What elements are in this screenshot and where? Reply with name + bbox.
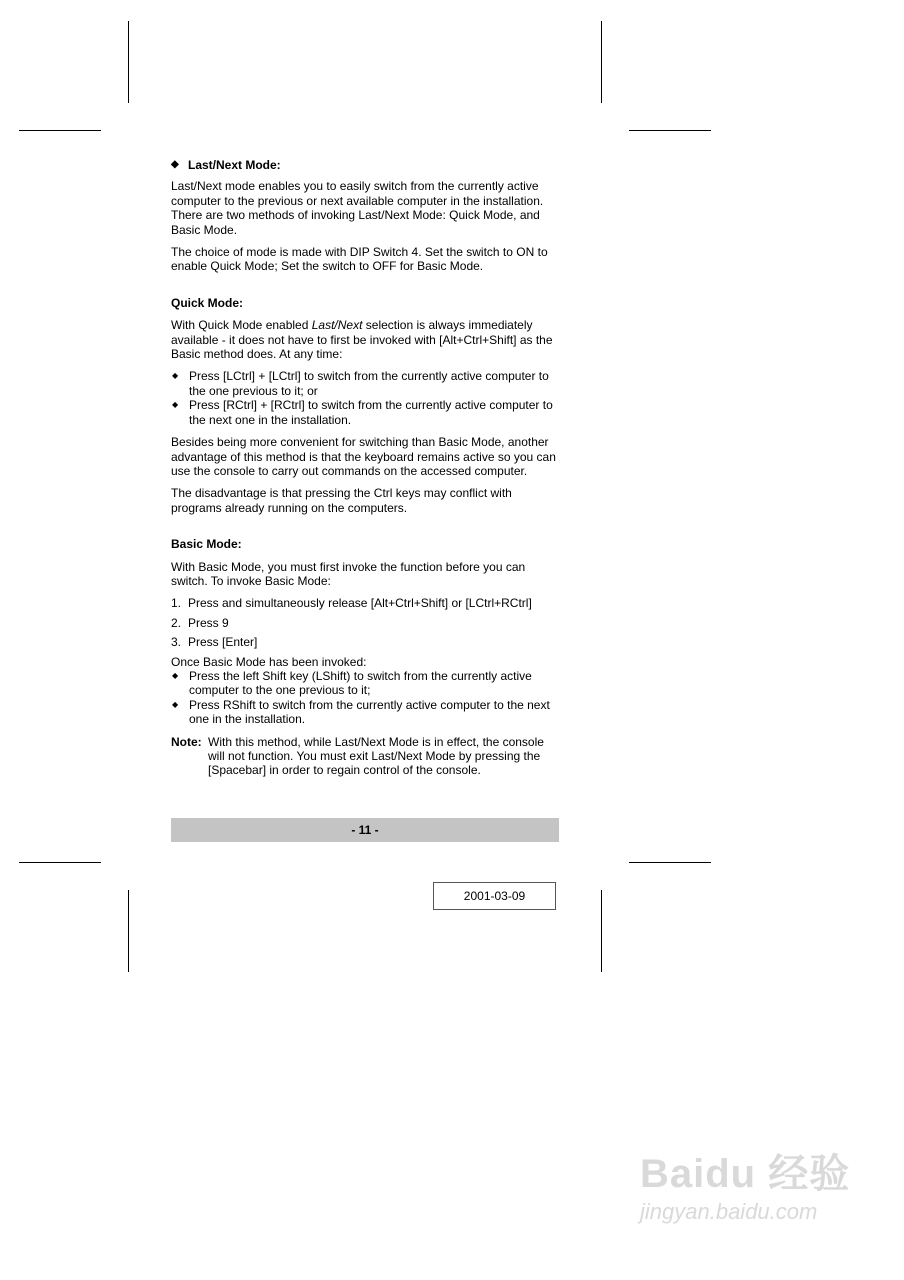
crop-mark-bottom-right-horizontal <box>629 862 711 863</box>
note-text: With this method, while Last/Next Mode is in effect, the console will not function. You must exit Last/Next Mode by pressing the [Spacebar] in order to regain control of the console. <box>208 734 544 778</box>
crop-mark-top-right-vertical <box>601 21 602 103</box>
date-box <box>433 882 556 910</box>
list-item-text: Press [LCtrl] + [LCtrl] to switch from the currently active computer to the one previous to it; or <box>189 369 549 398</box>
small-diamond-icon: ◆ <box>172 699 179 709</box>
quick-mode-advantage: Besides being more convenient for switching than Basic Mode, another advantage of this method is that the keyboard remains active so you can use the console to carry out commands on the accessed computer. <box>171 435 556 478</box>
section-heading-text: Last/Next Mode: <box>188 158 281 172</box>
quick-intro-text: With Quick Mode enabled <box>171 318 312 333</box>
quick-mode-disadvantage: The disadvantage is that pressing the Ctrl keys may conflict with programs already running on the computers. <box>171 486 512 515</box>
watermark-url: jingyan.baidu.com <box>640 1199 818 1224</box>
step-text: Press [Enter] <box>188 635 258 650</box>
note <box>171 735 559 778</box>
diamond-icon: ◆ <box>171 159 179 170</box>
list-item-text: Press RShift to switch from the currently active computer to the next one in the installation. <box>189 697 550 727</box>
list-item <box>171 398 559 427</box>
quick-mode-heading: Quick Mode: <box>171 295 244 310</box>
page-number: - 11 - <box>351 823 379 837</box>
section-heading <box>171 158 559 172</box>
crop-mark-top-left-vertical <box>128 21 129 103</box>
crop-mark-top-left-horizontal <box>19 130 101 131</box>
crop-mark-bottom-left-horizontal <box>19 862 101 863</box>
list-item <box>171 369 559 398</box>
watermark <box>640 1150 860 1250</box>
step-number: 2. <box>171 615 182 630</box>
list-item <box>171 698 559 727</box>
step-item <box>171 596 559 610</box>
basic-mode-list <box>171 669 559 727</box>
list-item-text: Press the left Shift key (LShift) to switch from the currently active computer to the one previous to it; <box>189 668 532 698</box>
crop-mark-top-right-horizontal <box>629 130 711 131</box>
step-item <box>171 616 559 630</box>
section-intro: Last/Next mode enables you to easily switch from the currently active computer to the previous or next available computer in the installation. There are two methods of invoking Last/Next Mode: Quick Mode, and Basic Mode. <box>171 179 544 237</box>
basic-mode-invoked: Once Basic Mode has been invoked: <box>171 654 367 669</box>
date-text: 2001-03-09 <box>463 889 526 903</box>
quick-intro-text-rest: selection is always immediately available - it does not have to first be invoked with [Alt+Ctrl+Shift] as the Basic method does. At any time: <box>171 318 553 362</box>
note-label: Note: <box>171 734 202 749</box>
basic-mode-intro: With Basic Mode, you must first invoke the function before you can switch. To invoke Basic Mode: <box>171 559 526 588</box>
quick-mode-list <box>171 369 559 427</box>
step-item <box>171 635 559 649</box>
crop-mark-bottom-left-vertical <box>128 890 129 972</box>
step-number: 3. <box>171 635 182 650</box>
small-diamond-icon: ◆ <box>172 400 179 410</box>
crop-mark-bottom-right-vertical <box>601 890 602 972</box>
page-number-bar <box>171 818 559 842</box>
basic-mode-heading: Basic Mode: <box>171 537 242 552</box>
list-item <box>171 669 559 698</box>
step-text: Press and simultaneously release [Alt+Ctrl+Shift] or [LCtrl+RCtrl] <box>188 596 532 611</box>
section-choice: The choice of mode is made with DIP Switch 4. Set the switch to ON to enable Quick Mode; Set the switch to OFF for Basic Mode. <box>171 245 548 274</box>
watermark-logo: Baidu 经验 <box>640 1152 851 1196</box>
small-diamond-icon: ◆ <box>172 670 179 680</box>
page-content <box>171 158 559 778</box>
quick-intro-italic: Last/Next <box>311 318 363 333</box>
quick-mode-intro <box>171 318 559 361</box>
step-text: Press 9 <box>188 615 229 630</box>
small-diamond-icon: ◆ <box>172 371 179 381</box>
step-number: 1. <box>171 596 182 611</box>
list-item-text: Press [RCtrl] + [RCtrl] to switch from the currently active computer to the next one in the installation. <box>189 398 553 427</box>
basic-mode-steps <box>171 596 559 649</box>
